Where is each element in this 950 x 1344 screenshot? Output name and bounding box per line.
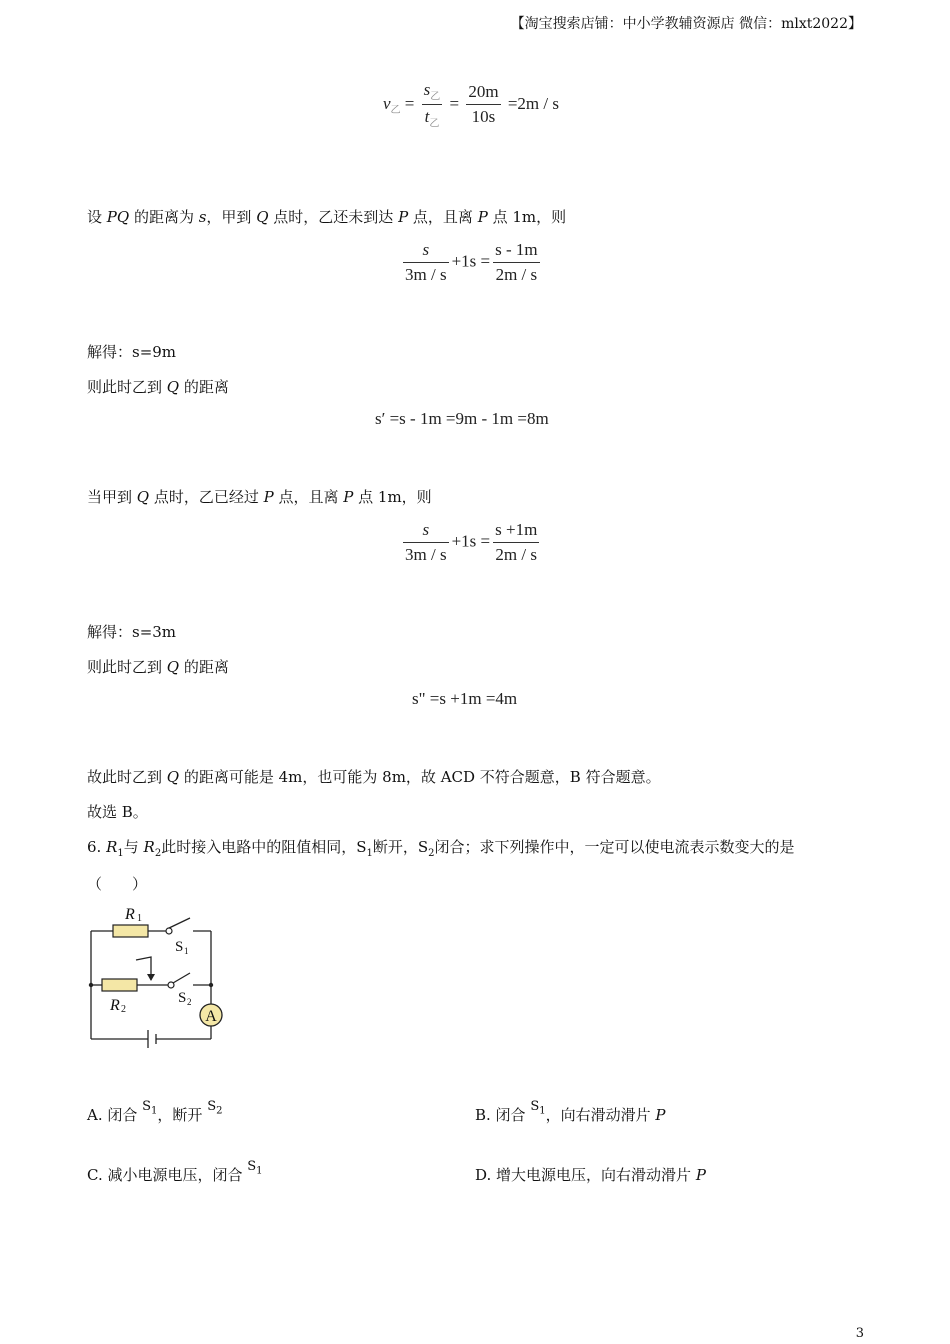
r2-label: R: [110, 997, 120, 1014]
eq1-lhs: v: [383, 93, 391, 113]
junction-right: [209, 983, 213, 987]
ammeter-label: A: [205, 1008, 217, 1025]
option-d[interactable]: D. 增大电源电压，向右滑动滑片 P: [475, 1166, 706, 1184]
paragraph-4: 当甲到 Q 点时，乙已经过 P 点，且离 P 点 1m，则: [87, 488, 432, 506]
eq1-lhs-sub: 乙: [390, 105, 401, 117]
eq1-rhs: =2m / s: [507, 93, 559, 113]
page-header: 【淘宝搜索店铺：中小学教辅资源店 微信：mlxt2022】: [510, 16, 862, 32]
resistor-r2: [102, 979, 137, 991]
s1-label: S: [175, 939, 184, 955]
paragraph-7: 故此时乙到 Q 的距离可能是 4m，也可能为 8m，故 ACD 不符合题意，B 符合题意。: [87, 768, 661, 786]
r1-label: R: [125, 906, 135, 923]
paragraph-6: 则此时乙到 Q 的距离: [87, 658, 229, 676]
equation-3: s′ =s - 1m =9m - 1m =8m: [375, 409, 549, 428]
question-6-bracket: （ ）: [87, 875, 148, 893]
paragraph-1: 设 PQ 的距离为 s，甲到 Q 点时，乙还未到达 P 点，且离 P 点 1m，则: [87, 208, 567, 226]
circuit-diagram: [80, 898, 240, 1058]
equation-2: $\frac{s}{3m / s}$ +1s = $\frac{s - 1m}{2m / s}$: [405, 240, 538, 284]
eq1-frac2: $\frac{20m}{10s}$: [468, 82, 499, 127]
page-number: 3: [855, 1326, 864, 1341]
resistor-r1: [113, 925, 148, 937]
r1-sub: 1: [137, 913, 142, 924]
equation-5: s" =s +1m =4m: [412, 689, 518, 708]
eq1-frac1: $\frac{s_乙}{t_乙}$: [423, 80, 441, 130]
switch-s2-pivot: [168, 982, 174, 988]
s1-sub: 1: [184, 946, 189, 956]
junction-left: [89, 983, 93, 987]
paragraph-8: 故选 B。: [87, 803, 148, 821]
velocity-equation: $v_乙$ = $\frac{s_乙}{t_乙}$ = $\frac{20m}{10s}$ =2m / s: [383, 80, 559, 130]
equation-4: $\frac{s}{3m / s}$ +1s = $\frac{s +1m}{2m / s}$: [405, 520, 538, 564]
switch-s1-blade: [167, 918, 190, 929]
option-c[interactable]: C. 减小电源电压，闭合 $S_1$: [87, 1159, 263, 1184]
paragraph-5: 解得：s=3m: [87, 623, 177, 641]
r2-sub: 2: [121, 1004, 126, 1015]
paragraph-2: 解得：s=9m: [87, 343, 177, 361]
switch-s1-pivot: [166, 928, 172, 934]
option-b[interactable]: B. 闭合 $S_1$，向右滑动滑片 P: [475, 1099, 666, 1124]
paragraph-3: 则此时乙到 Q 的距离: [87, 378, 229, 396]
option-a[interactable]: A. 闭合 $S_1$，断开 $S_2$: [87, 1099, 223, 1124]
switch-s2-blade: [173, 973, 190, 983]
s2-label: S: [178, 990, 187, 1006]
s2-sub: 2: [187, 997, 192, 1007]
slider-arrow: [147, 974, 155, 981]
question-6: 6. $R_1$与 $R_2$此时接入电路中的阻值相同，$S_1$断开，$S_2$闭合；求下列操作中，一定可以使电流表示数变大的是: [87, 838, 795, 859]
